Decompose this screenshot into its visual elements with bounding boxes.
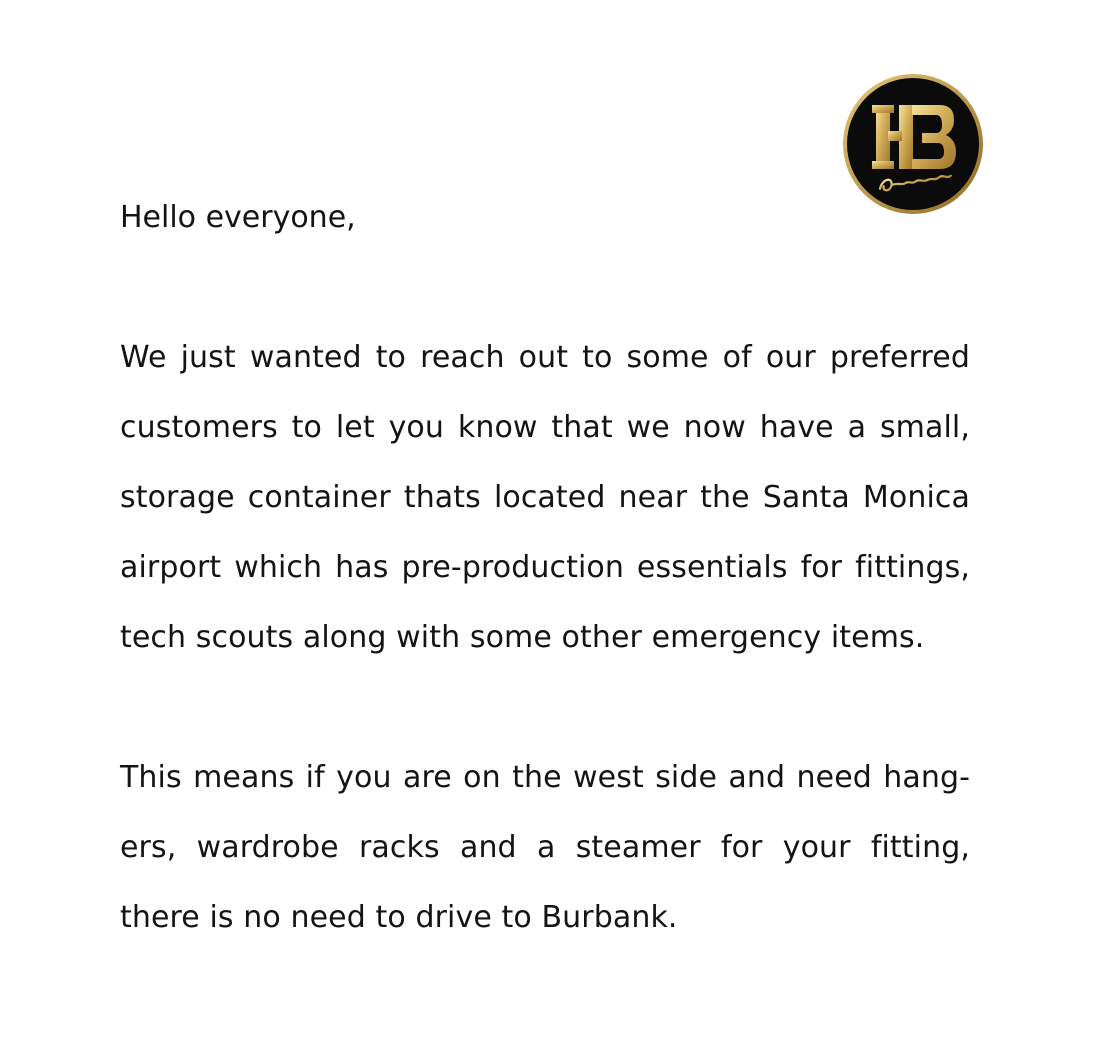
greeting-text: Hello everyone, (120, 200, 356, 235)
hb-preferred-logo (842, 73, 984, 215)
paragraph-storage-announcement: We just wanted to reach out to some of our preferred customers to let you know that we now have a small, storage container thats located near the Santa Monica airport which has pre-production essentials for fittings, tech scouts along with some other emergency items. (120, 340, 970, 655)
paragraph-west-side-benefit: This means if you are on the west side and need hangers, wardrobe racks and a steamer for your fitting, there is no need to drive to Burbank. (120, 760, 970, 935)
logo-badge-icon (842, 73, 984, 215)
